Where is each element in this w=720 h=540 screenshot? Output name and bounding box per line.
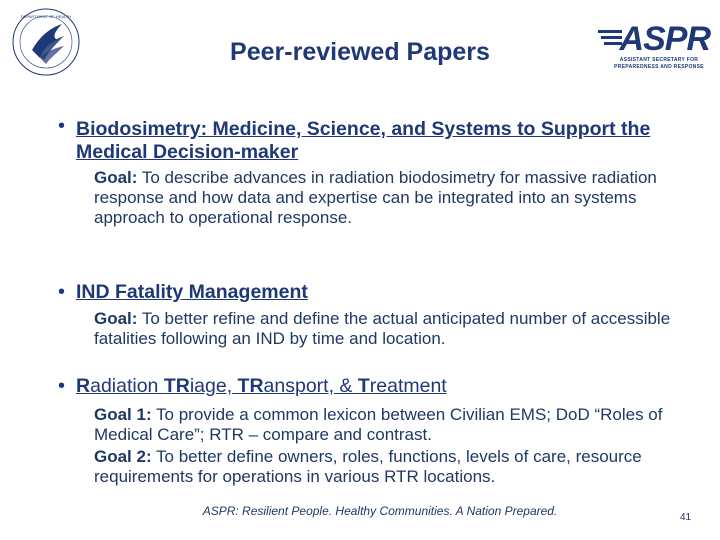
bullet-icon: • bbox=[58, 375, 66, 397]
title-initial: T bbox=[357, 375, 370, 397]
item-title-rtr bbox=[76, 375, 696, 398]
goal-text: To describe advances in radiation biodosimetry for massive radiation response and how data and expertise can be integrated into an systems approach to operational response. bbox=[94, 168, 657, 227]
goal-rtr-2 bbox=[94, 447, 694, 487]
goal-label: Goal 2: bbox=[94, 447, 152, 466]
goal-label: Goal: bbox=[94, 309, 138, 328]
goal-text: To provide a common lexicon between Civilian EMS; DoD “Roles of Medical Care”; RTR – compare and contrast. bbox=[94, 405, 663, 444]
item-title-ind-fatality: IND Fatality Management bbox=[76, 281, 308, 303]
title-initial: TR bbox=[163, 375, 190, 397]
goal-rtr-1 bbox=[94, 405, 694, 445]
page-title: Peer-reviewed Papers bbox=[230, 38, 490, 66]
title-segment: ansport, & bbox=[263, 375, 358, 397]
bullet-icon: • bbox=[58, 281, 66, 303]
goal-ind-fatality bbox=[94, 309, 694, 349]
item-title-biodosimetry: Biodosimetry: Medicine, Science, and Systems to Support the Medical Decision-maker bbox=[76, 118, 651, 163]
svg-text:DEPARTMENT OF HEALTH: DEPARTMENT OF HEALTH bbox=[20, 14, 72, 19]
goal-text: To better define owners, roles, functions, levels of care, resource requirements for operations in various RTR locations. bbox=[94, 447, 642, 486]
title-segment: reatment bbox=[369, 375, 447, 397]
aspr-logo bbox=[598, 20, 710, 74]
title-segment: iage, bbox=[189, 375, 238, 397]
bullet-icon: • bbox=[58, 115, 66, 137]
title-initial: R bbox=[76, 375, 91, 397]
aspr-wordmark: ASPR bbox=[619, 20, 710, 58]
goal-label: Goal: bbox=[94, 168, 138, 187]
goal-text: To better refine and define the actual anticipated number of accessible fatalities following an IND by time and location. bbox=[94, 309, 671, 348]
goal-label: Goal 1: bbox=[94, 405, 152, 424]
aspr-subtitle: ASSISTANT SECRETARY FOR PREPAREDNESS AND RESPONSE bbox=[614, 57, 704, 70]
footer-tagline: ASPR: Resilient People. Healthy Communities. A Nation Prepared. bbox=[202, 504, 558, 518]
title-segment: adiation bbox=[90, 375, 164, 397]
goal-biodosimetry bbox=[94, 168, 694, 228]
title-initial: TR bbox=[237, 375, 264, 397]
page-number: 41 bbox=[680, 512, 692, 523]
